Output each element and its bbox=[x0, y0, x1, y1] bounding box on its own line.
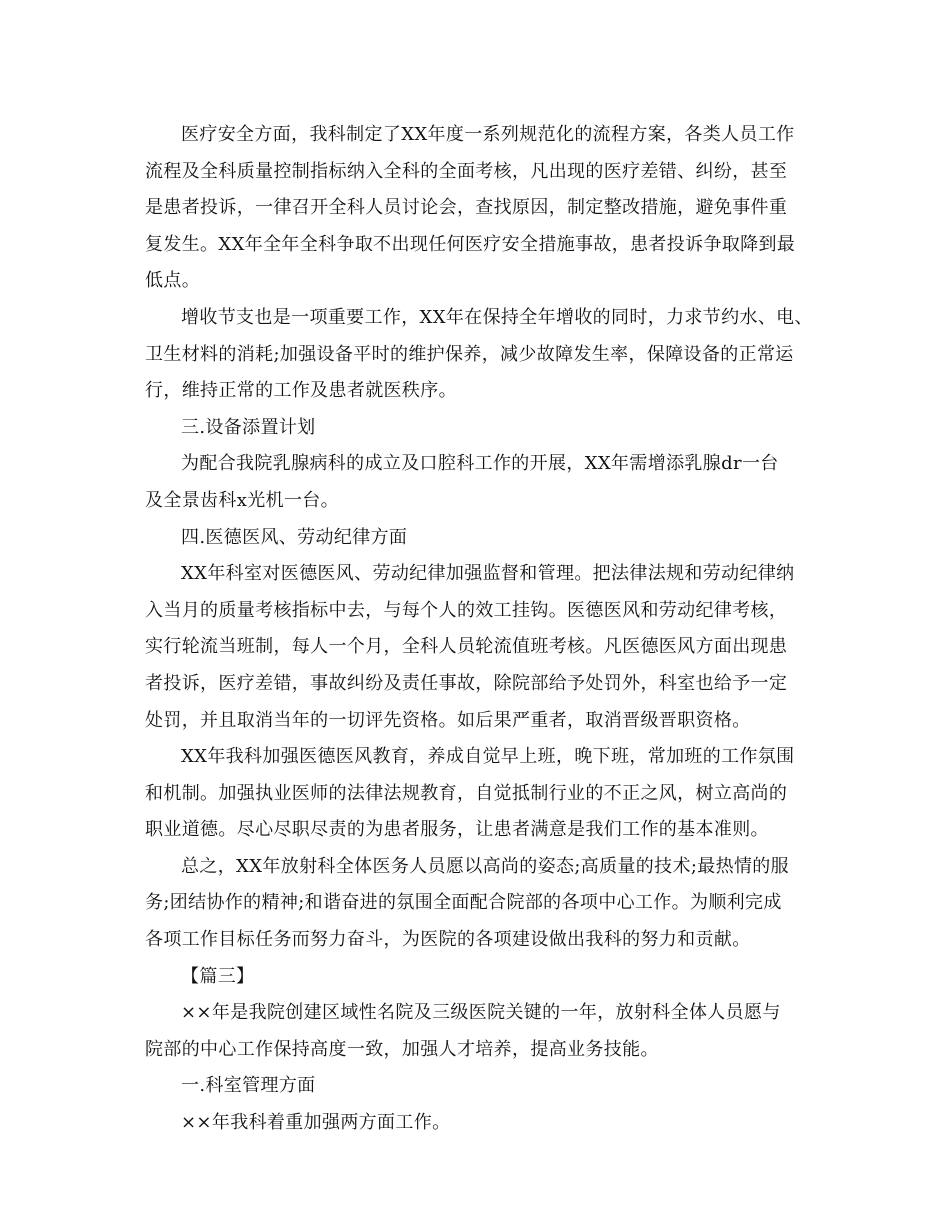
heading-ethics-discipline bbox=[145, 520, 813, 557]
text-line: ××年是我院创建区域性名院及三级医院关键的一年，放射科全体人员愿与 bbox=[181, 1002, 781, 1024]
paragraph-medical-safety bbox=[145, 117, 813, 300]
text-line: 者投诉，医疗差错，事故纠纷及责任事故，除院部给予处罚外，科室也给予一定 bbox=[145, 672, 788, 694]
section-heading: 一.科室管理方面 bbox=[181, 1075, 316, 1097]
text-line: XX年我科加强医德医风教育，养成自觉早上班，晚下班，常加班的工作氛围 bbox=[181, 746, 795, 768]
document-body bbox=[145, 117, 813, 1142]
paragraph-summary bbox=[145, 849, 813, 959]
text-line: 和机制。加强执业医师的法律法规教育，自觉抵制行业的不正之风，树立高尚的 bbox=[145, 782, 788, 804]
text-line: 低点。 bbox=[145, 270, 201, 292]
text-line: 总之，XX年放射科全体医务人员愿以高尚的姿态;高质量的技术;最热情的服 bbox=[181, 855, 790, 877]
text-line: 职业道德。尽心尽职尽责的为患者服务，让患者满意是我们工作的基本准则。 bbox=[145, 819, 769, 841]
text-line: 入当月的质量考核指标中去，与每个人的效工挂钩。医德医风和劳动纪律考核， bbox=[145, 599, 788, 621]
text-line: 行，维持正常的工作及患者就医秩序。 bbox=[145, 380, 457, 402]
text-line: 流程及全科质量控制指标纳入全科的全面考核，凡出现的医疗差错、纠纷，甚至 bbox=[145, 160, 788, 182]
heading-part-three bbox=[145, 959, 813, 996]
section-heading: 【篇三】 bbox=[181, 965, 255, 987]
paragraph-cost-saving bbox=[145, 300, 813, 410]
text-line: 为配合我院乳腺病科的成立及口腔科工作的开展，XX年需增添乳腺dr一台 bbox=[181, 453, 779, 475]
text-line: 医疗安全方面，我科制定了XX年度一系列规范化的流程方案，各类人员工作 bbox=[181, 124, 795, 145]
text-line: ××年我科着重加强两方面工作。 bbox=[181, 1112, 451, 1134]
section-heading: 三.设备添置计划 bbox=[181, 416, 316, 438]
section-heading: 四.医德医风、劳动纪律方面 bbox=[181, 526, 408, 548]
text-line: 复发生。XX年全年全科争取不出现任何医疗安全措施事故，患者投诉争取降到最 bbox=[145, 233, 796, 255]
heading-equipment-plan bbox=[145, 410, 813, 447]
text-line: 及全景齿科x光机一台。 bbox=[145, 489, 340, 511]
paragraph-ethics-supervision bbox=[145, 556, 813, 739]
paragraph-equipment-plan bbox=[145, 446, 813, 519]
text-line: 处罚，并且取消当年的一切评先资格。如后果严重者，取消晋级晋职资格。 bbox=[145, 709, 751, 731]
text-line: 院部的中心工作保持高度一致，加强人才培养，提高业务技能。 bbox=[145, 1038, 659, 1060]
paragraph-ethics-education bbox=[145, 739, 813, 849]
text-line: 务;团结协作的精神;和谐奋进的氛围全面配合院部的各项中心工作。为顺利完成 bbox=[145, 892, 782, 914]
paragraph-department-focus bbox=[145, 1105, 813, 1142]
text-line: 实行轮流当班制，每人一个月，全科人员轮流值班考核。凡医德医风方面出现患 bbox=[145, 636, 788, 658]
text-line: 增收节支也是一项重要工作，XX年在保持全年增收的同时，力求节约水、电、 bbox=[181, 306, 813, 328]
text-line: 各项工作目标任务而努力奋斗，为医院的各项建设做出我科的努力和贡献。 bbox=[145, 929, 751, 951]
text-line: XX年科室对医德医风、劳动纪律加强监督和管理。把法律法规和劳动纪律纳 bbox=[181, 563, 795, 585]
paragraph-part-three-intro bbox=[145, 995, 813, 1068]
heading-department-management bbox=[145, 1068, 813, 1105]
text-line: 卫生材料的消耗;加强设备平时的维护保养，减少故障发生率，保障设备的正常运 bbox=[145, 343, 794, 365]
text-line: 是患者投诉，一律召开全科人员讨论会，查找原因，制定整改措施，避免事件重 bbox=[145, 197, 788, 219]
